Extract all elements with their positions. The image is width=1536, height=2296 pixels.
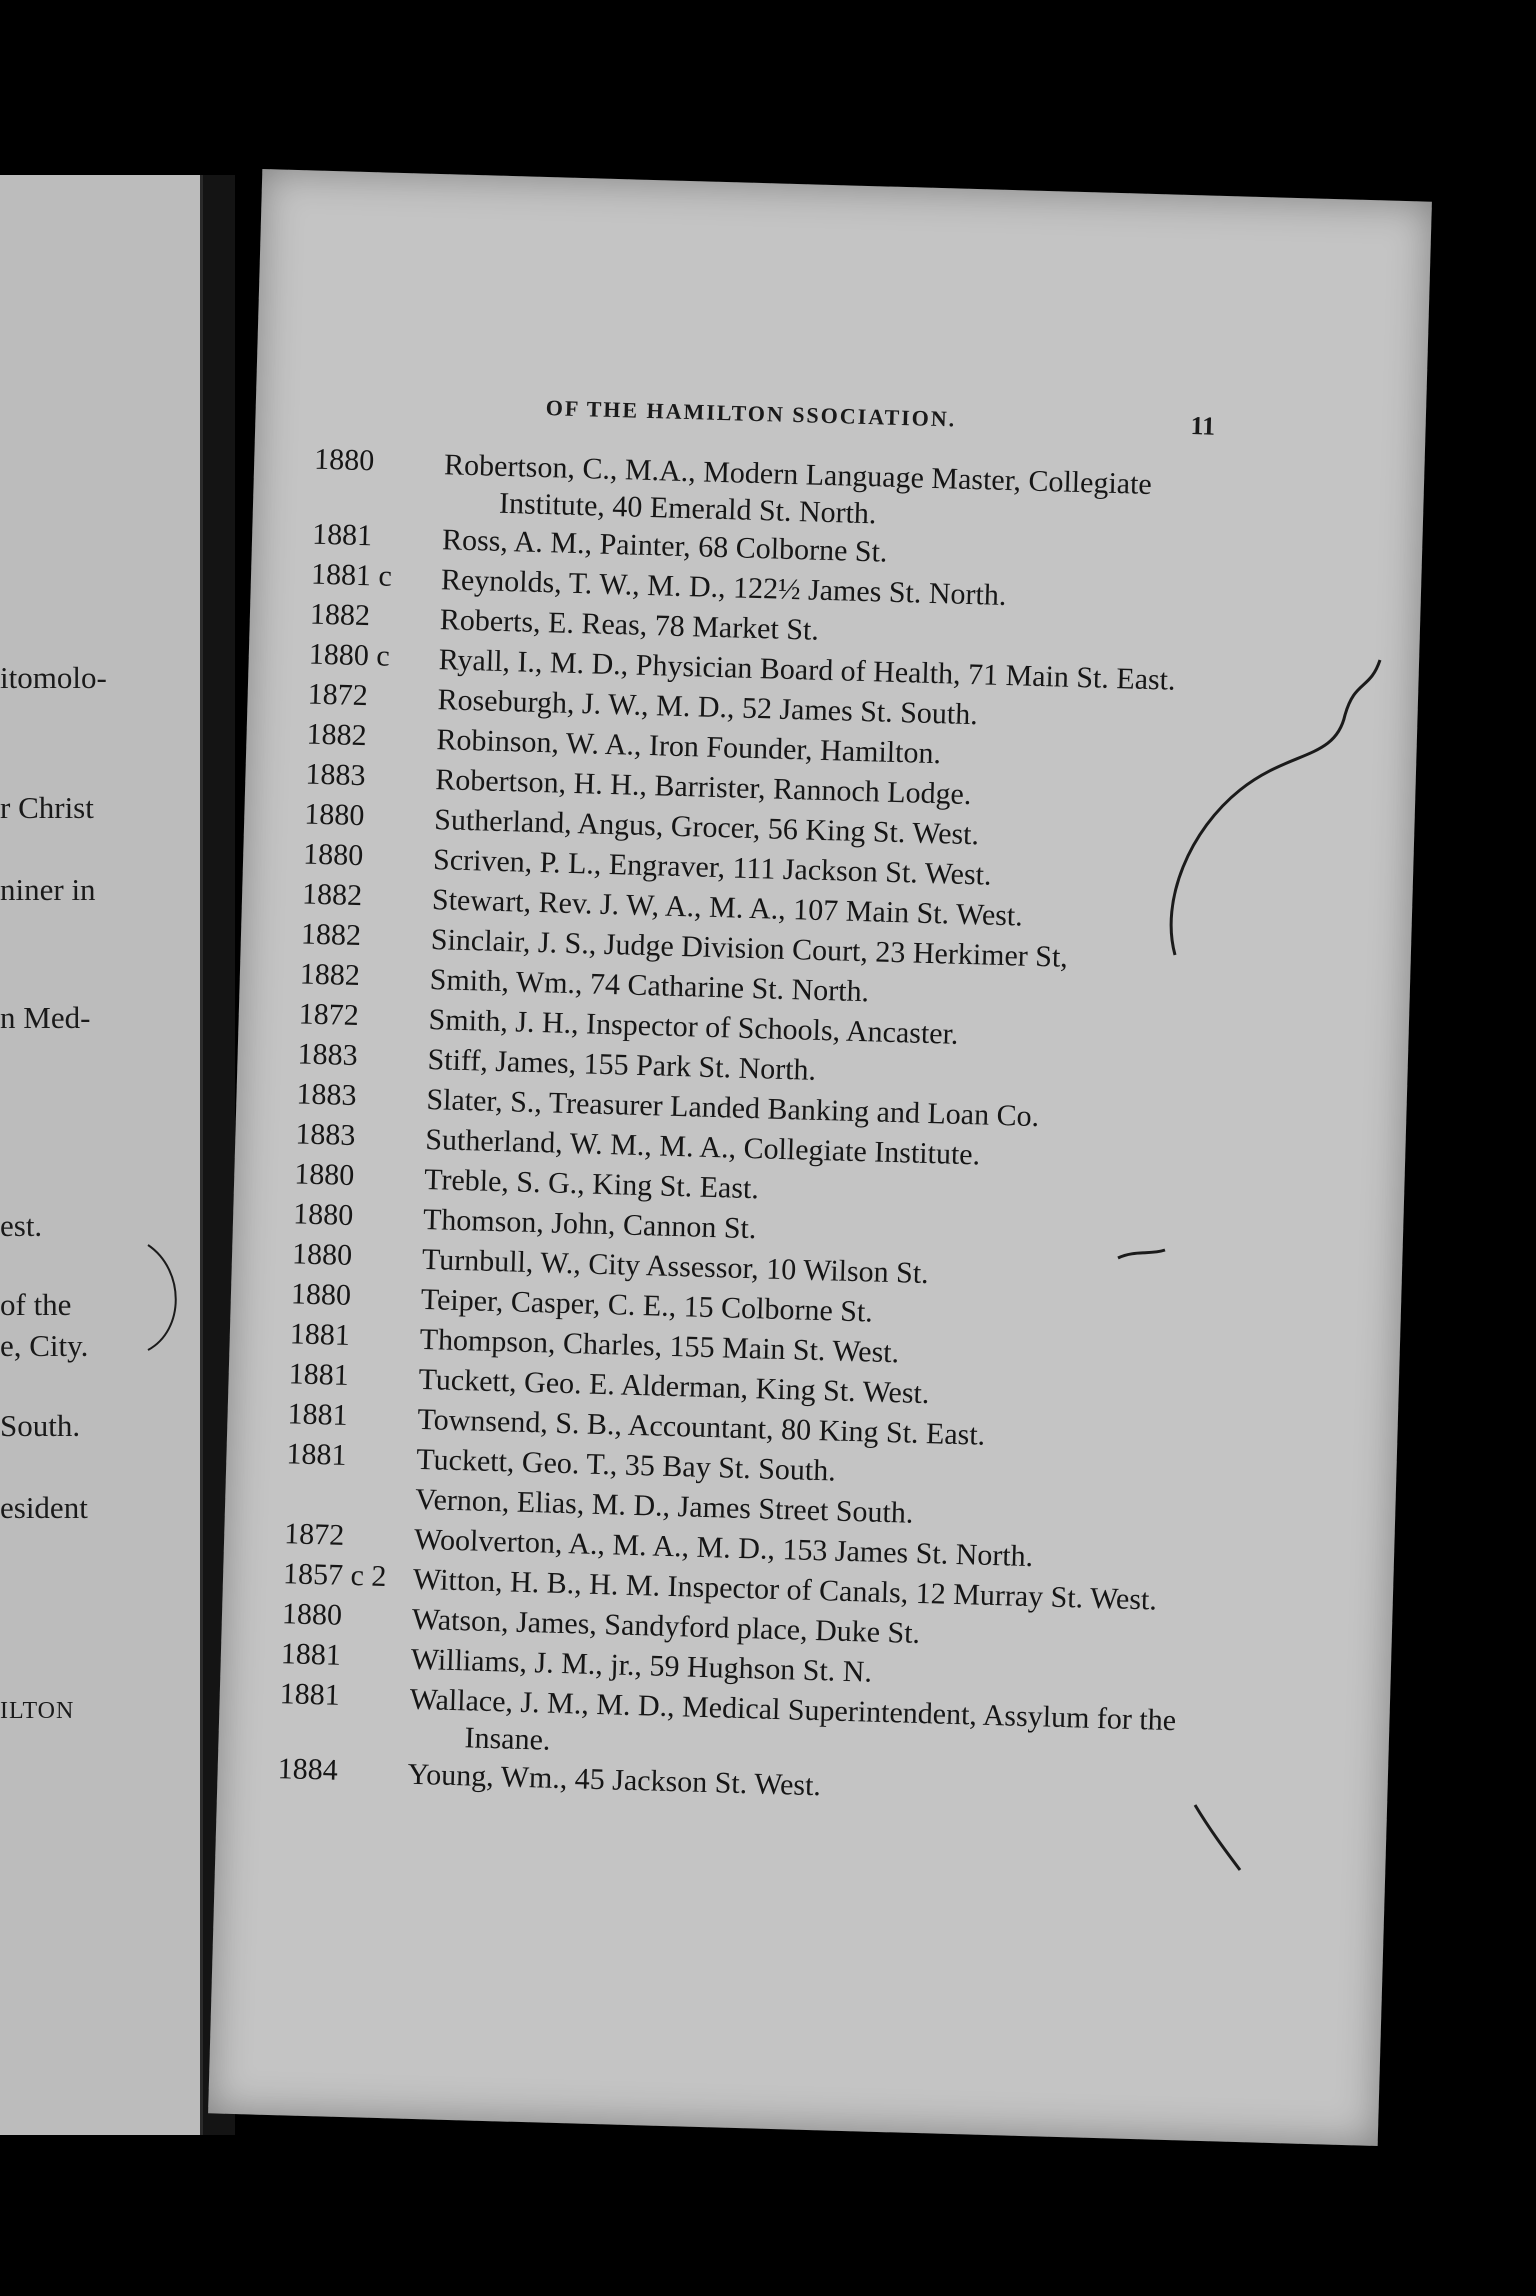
directory-page (208, 169, 1432, 2146)
member-details: Tuckett, Geo. T., 35 Bay St. South. (415, 1442, 837, 1488)
election-year: 1882 (301, 877, 363, 913)
member-details: Slater, S., Treasurer Landed Banking and Loan Co. (426, 1082, 1040, 1134)
election-year: 1872 (298, 997, 360, 1033)
election-year: 1872 (307, 677, 369, 713)
member-details: Wallace, J. M., M. D., Medical Superintendent, Assylum for the Insane. (409, 1682, 1177, 1757)
member-details: Stewart, Rev. J. W, A., M. A., 107 Main St. West. (431, 883, 1024, 933)
member-details: Townsend, S. B., Accountant, 80 King St. East. (417, 1402, 986, 1452)
member-details: Sutherland, Angus, Grocer, 56 King St. West. (433, 803, 980, 852)
member-details: Turnbull, W., City Assessor, 10 Wilson St. (421, 1242, 930, 1291)
left-page-text: n Med- (0, 1000, 91, 1035)
left-page-fragment (0, 175, 204, 2135)
left-page-text: South. (0, 1408, 81, 1443)
left-page-text: ILTON (0, 1698, 75, 1724)
election-year: 1881 (311, 517, 373, 553)
election-year: 1881 (279, 1677, 341, 1712)
member-details: Roseburgh, J. W., M. D., 52 James St. South. (437, 683, 979, 732)
member-details: Williams, J. M., jr., 59 Hughson St. N. (410, 1642, 873, 1689)
election-year: 1857 c 2 (282, 1557, 387, 1594)
election-year: 1883 (297, 1037, 359, 1073)
member-details: Ross, A. M., Painter, 68 Colborne St. (441, 523, 888, 569)
election-year: 1881 (287, 1397, 349, 1432)
election-year: 1881 c (310, 557, 393, 593)
election-year: 1880 (313, 442, 375, 478)
election-year: 1883 (305, 757, 366, 793)
election-year: 1881 (288, 1357, 350, 1392)
running-head: OF THE HAMILTON SSOCIATION. (545, 395, 957, 432)
election-year: 1881 (286, 1437, 347, 1472)
left-page-text: est. (0, 1208, 43, 1243)
member-details: Robertson, H. H., Barrister, Rannoch Lodge. (434, 763, 972, 812)
page-number: 11 (1190, 411, 1216, 441)
member-details: Treble, S. G., King St. East. (423, 1162, 760, 1206)
election-year: 1882 (306, 717, 368, 753)
election-year: 1880 (281, 1597, 343, 1632)
election-year: 1880 (293, 1157, 355, 1192)
member-details: Reynolds, T. W., M. D., 122½ James St. North. (440, 563, 1007, 612)
left-page-text: itomolo- (0, 660, 107, 695)
member-details: Scriven, P. L., Engraver, 111 Jackson St. West. (432, 843, 992, 892)
member-details: Teiper, Casper, C. E., 15 Colborne St. (420, 1282, 874, 1329)
election-year: 1882 (309, 597, 371, 633)
left-page-text: r Christ (0, 790, 94, 825)
member-details: Vernon, Elias, M. D., James Street South. (414, 1482, 914, 1530)
left-page-text: of the (0, 1287, 72, 1322)
member-details: Sutherland, W. M., M. A., Collegiate Institute. (424, 1122, 981, 1172)
member-details: Smith, Wm., 74 Catharine St. North. (429, 963, 870, 1009)
election-year: 1880 (292, 1197, 354, 1232)
member-details: Ryall, I., M. D., Physician Board of Health, 71 Main St. East. (438, 643, 1176, 697)
member-details: Stiff, James, 155 Park St. North. (427, 1043, 817, 1087)
election-year: 1880 (290, 1277, 352, 1312)
member-details: Thompson, Charles, 155 Main St. West. (419, 1322, 900, 1370)
election-year: 1883 (296, 1077, 358, 1113)
member-details: Smith, J. H., Inspector of Schools, Ancaster. (428, 1003, 959, 1051)
member-details: Robinson, W. A., Iron Founder, Hamilton. (436, 723, 942, 771)
election-year: 1880 c (308, 637, 391, 673)
election-year: 1881 (289, 1317, 351, 1352)
election-year: 1882 (300, 917, 362, 953)
election-year: 1872 (283, 1517, 345, 1552)
member-details: Roberts, E. Reas, 78 Market St. (439, 603, 820, 647)
election-year: 1880 (302, 837, 364, 873)
member-details: Sinclair, J. S., Judge Division Court, 23 Herkimer St, (430, 923, 1069, 974)
member-details: Young, Wm., 45 Jackson St. West. (407, 1757, 822, 1803)
left-page-text: niner in (0, 872, 96, 907)
member-list (217, 441, 1424, 1823)
member-details: Robertson, C., M.A., Modern Language Master, Collegiate Institute, 40 Emerald St. North. (443, 448, 1153, 531)
member-details: Tuckett, Geo. E. Alderman, King St. West. (418, 1362, 930, 1411)
member-details: Witton, H. B., H. M. Inspector of Canals, 12 Murray St. West. (412, 1562, 1158, 1617)
member-details: Thomson, John, Cannon St. (422, 1202, 757, 1246)
election-year: 1882 (299, 957, 361, 993)
election-year: 1880 (303, 797, 365, 833)
election-year: 1880 (291, 1237, 353, 1272)
election-year: 1883 (294, 1117, 356, 1153)
election-year: 1884 (277, 1752, 339, 1787)
member-details: Woolverton, A., M. A., M. D., 153 James St. North. (413, 1522, 1034, 1574)
left-page-text: esident (0, 1490, 88, 1525)
election-year: 1881 (280, 1637, 342, 1672)
left-page-text: e, City. (0, 1328, 89, 1363)
member-details: Watson, James, Sandyford place, Duke St. (411, 1602, 921, 1650)
